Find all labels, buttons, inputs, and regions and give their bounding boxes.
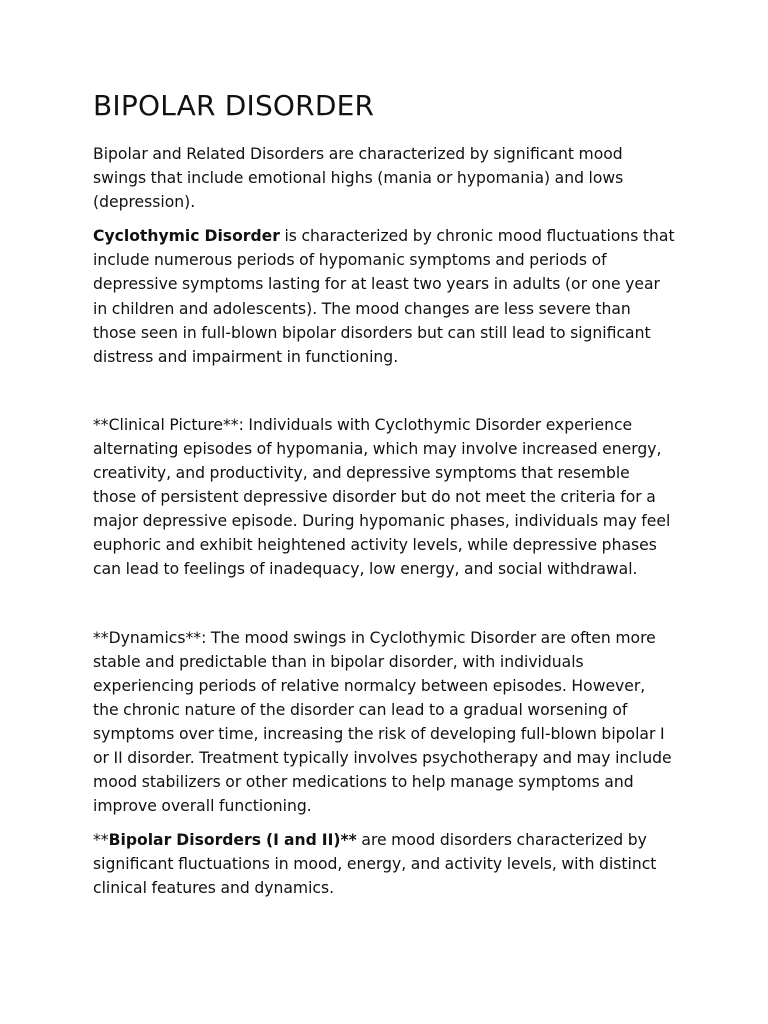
clinical-picture-paragraph: **Clinical Picture**: Individuals with Cyclothymic Disorder experience alternating episodes of hypomania, which may involve increased energy, creativity, and productivity, and depressive symptoms that resemble those of persistent depressive disorder but do not meet the criteria for a major depressive episode. During hypomanic phases, individuals may feel euphoric and exhibit heightened activity levels, while depressive phases can lead to feelings of inadequacy, low energy, and social withdrawal. <box>93 415 671 579</box>
bipolar-paragraph <box>93 828 675 900</box>
bipolar-text: are mood disorders characterized by significant fluctuations in mood, energy, and activity levels, with distinct clinical features and dynamics. <box>93 831 657 898</box>
dynamics-paragraph: **Dynamics**: The mood swings in Cyclothymic Disorder are often more stable and predictable than in bipolar disorder, with individuals experiencing periods of relative normalcy between episodes. However, the chronic nature of the disorder can lead to a gradual worsening of symptoms over time, increasing the risk of developing full-blown bipolar I or II disorder. Treatment typically involves psychotherapy and may include mood stabilizers or other medications to help manage symptoms and improve overall functioning. <box>93 628 672 816</box>
intro-paragraph: Bipolar and Related Disorders are characterized by significant mood swings that include emotional highs (mania or hypomania) and lows (depression). <box>93 145 624 212</box>
cyclothymic-paragraph <box>93 224 675 369</box>
bipolar-term: Bipolar Disorders (I and II)** <box>108 831 357 850</box>
cyclothymic-term: Cyclothymic Disorder <box>93 227 280 246</box>
document-page <box>93 88 675 901</box>
bipolar-prefix: ** <box>93 831 109 850</box>
cyclothymic-text: is characterized by chronic mood fluctuations that include numerous periods of hypomanic symptoms and periods of depressive symptoms lasting for at least two years in adults (or one year in children and adolescents). The mood changes are less severe than those seen in full-blown bipolar disorders but can still lead to significant distress and impairment in functioning. <box>93 227 675 366</box>
page-title: BIPOLAR DISORDER <box>93 89 375 122</box>
